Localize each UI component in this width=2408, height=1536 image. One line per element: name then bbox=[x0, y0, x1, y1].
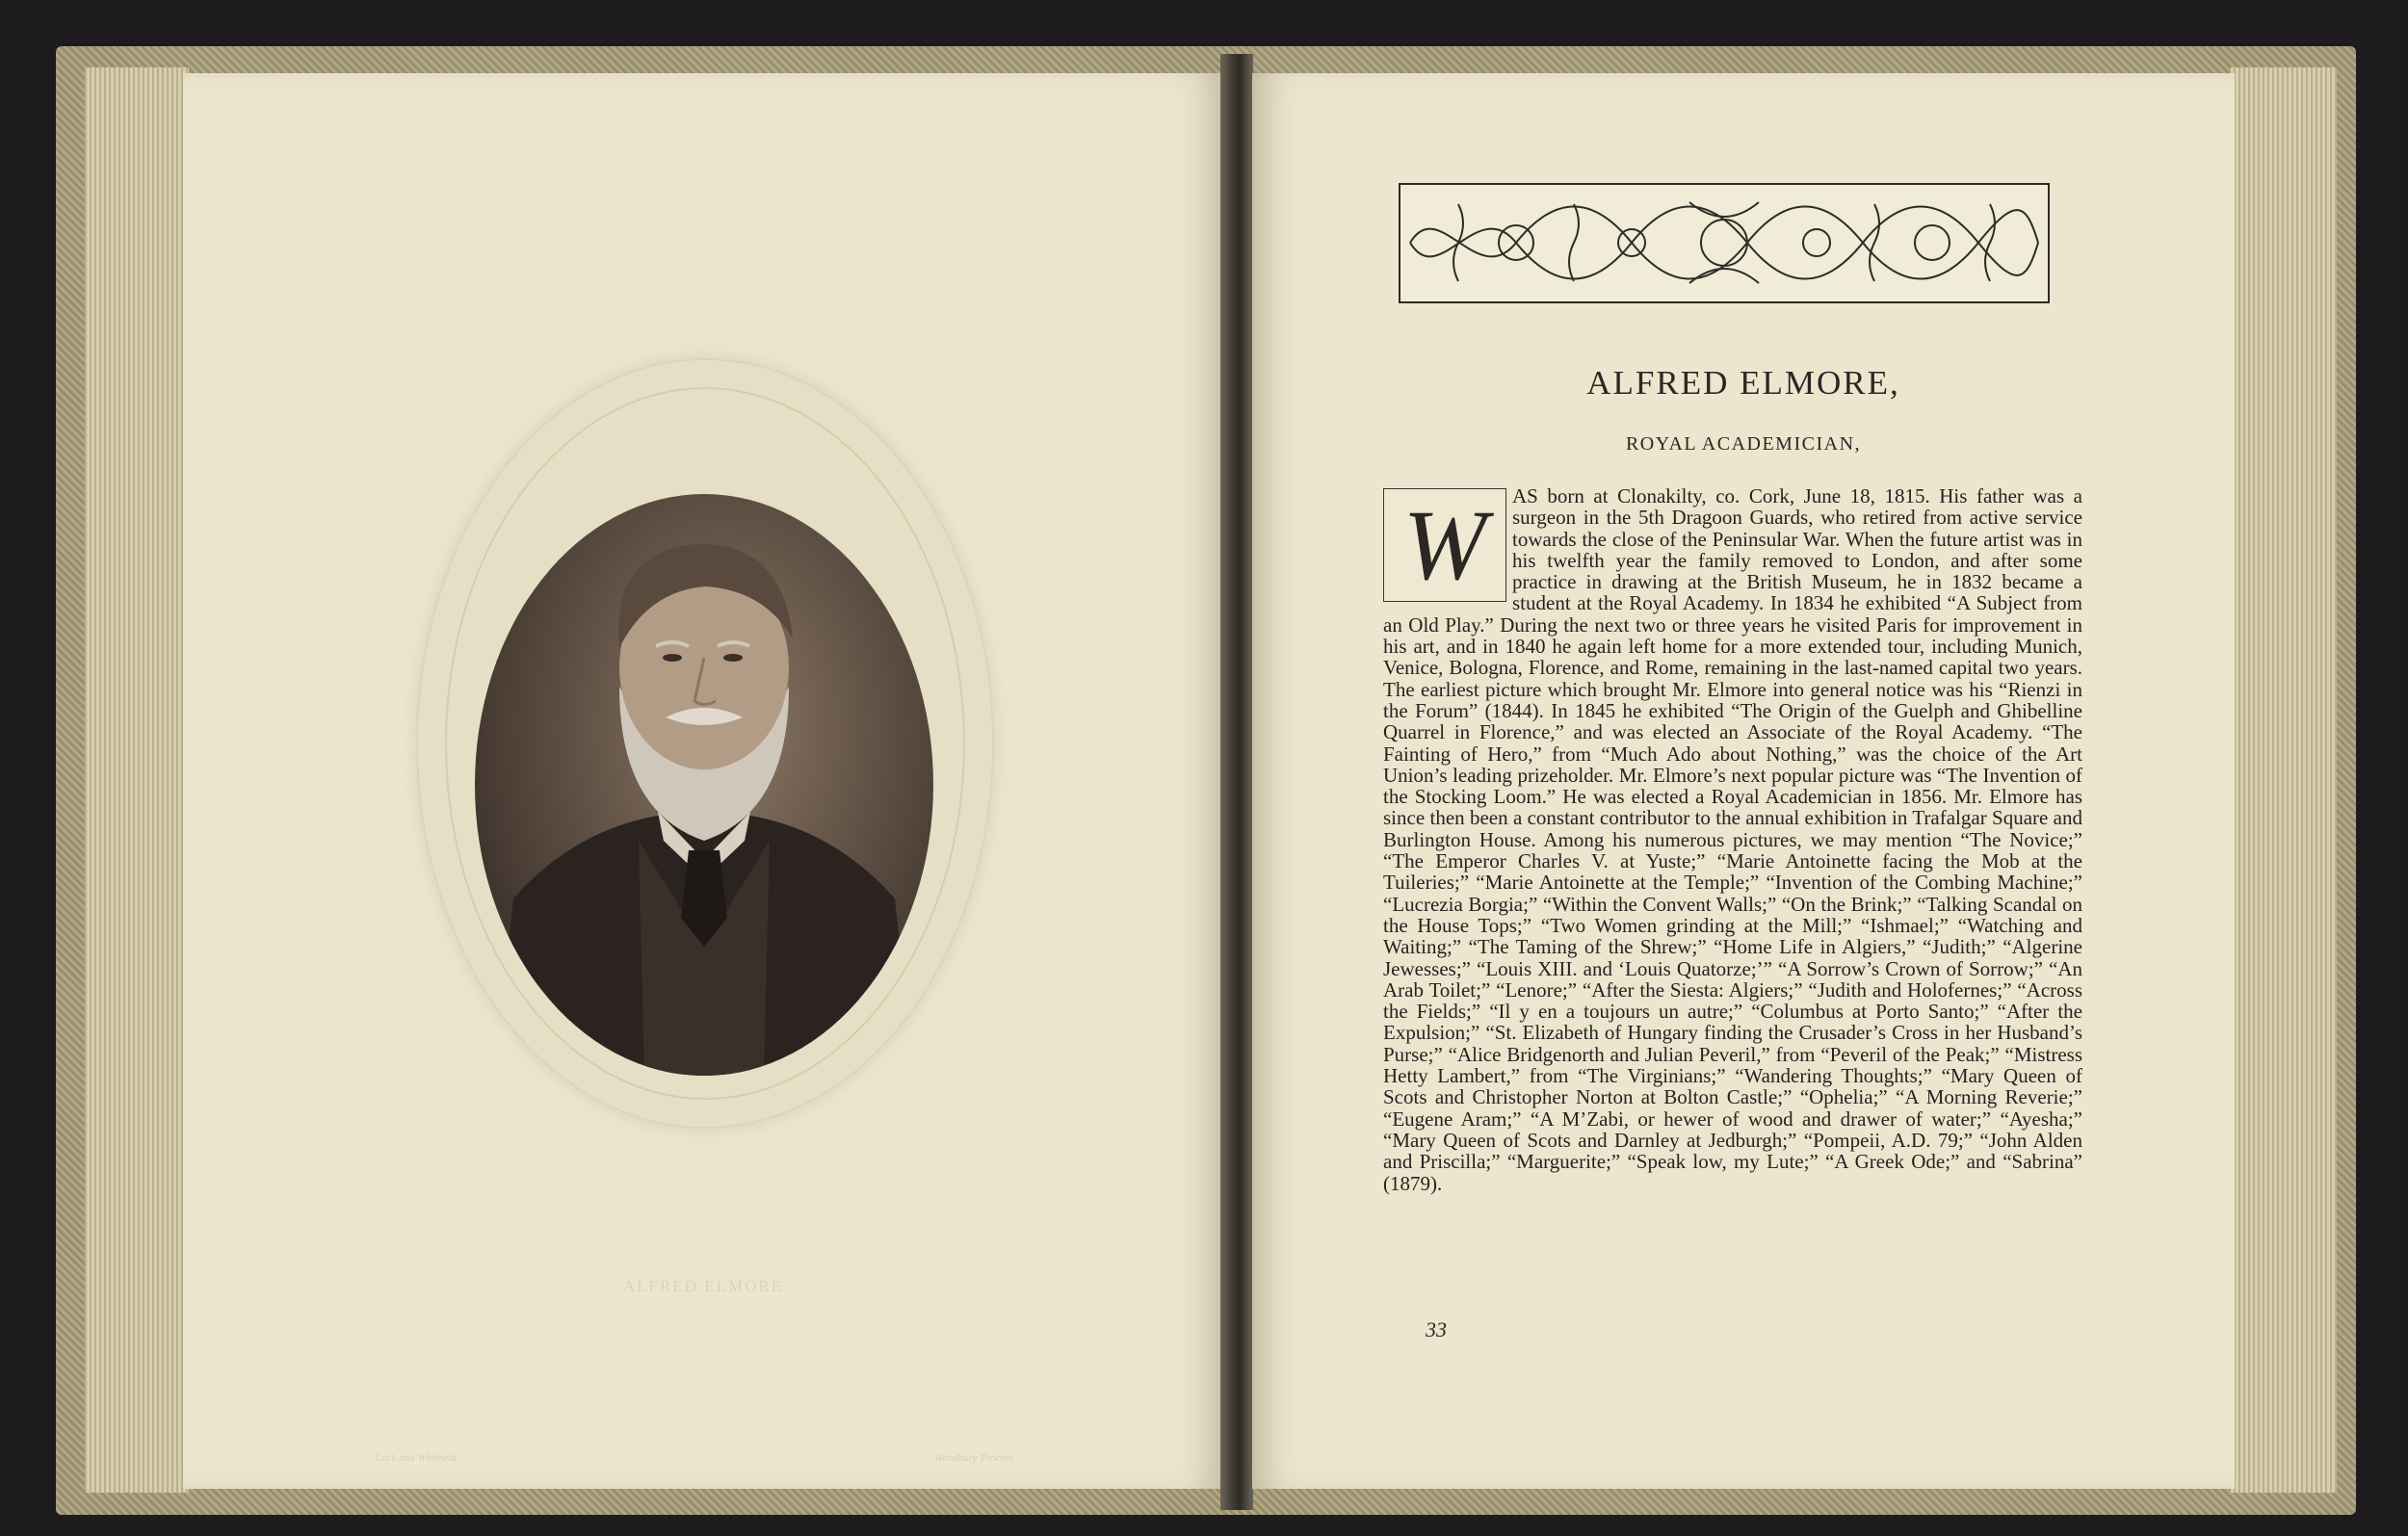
drop-cap-letter: W bbox=[1402, 490, 1487, 601]
drop-cap bbox=[1383, 488, 1506, 602]
article-subtitle: ROYAL ACADEMICIAN, bbox=[1625, 433, 1862, 455]
ornamental-headpiece bbox=[1399, 183, 2050, 303]
photographer-credit: Lock and Whitfield bbox=[376, 1452, 457, 1464]
portrait-photo bbox=[475, 494, 933, 1076]
left-page bbox=[183, 73, 1223, 1489]
article-body bbox=[1383, 485, 2082, 1194]
book-gutter bbox=[1220, 54, 1253, 1510]
ornament-icon bbox=[1400, 185, 2048, 301]
page-edges-right bbox=[2231, 67, 2337, 1493]
article-text: AS born at Clonakilty, co. Cork, June 18, 1815. His father was a surgeon in the 5th Dragoon Guards, who retired from active service towards the close of the Peninsular War. When the future artist was in his twelfth year the family removed to London, and after some practice in drawing at the British Museum, he in 1832 became a student at the Royal Academy. In 1834 he exhibited “A Subject from an Old Play.” During the next two or three years he visited Paris for improvement in his art, and in 1840 he again left home for a more extended tour, including Munich, Venice, Bologna, Florence, and Rome, remaining in the last-named capital two years. The earliest picture which brought Mr. Elmore into general notice was his “Rienzi in the Forum” (1844). In 1845 he exhibited “The Origin of the Guelph and Ghibelline Quarrel in Florence,” and was elected an Associate of the Royal Academy. “The Fainting of Hero,” from “Much Ado about Nothing,” was the choice of the Art Union’s leading prizeholder. Mr. Elmore’s next popular picture was “The Invention of the Stocking Loom.” He was elected a Royal Academician in 1856. Mr. Elmore has since then been a constant contributor to the annual exhibition in Trafalgar Square and Burlington House. Among his numerous pictures, we may mention “The Novice;” “The Emperor Charles V. at Yuste;” “Marie Antoinette facing the Mob at the Tuileries;” “Marie Antoinette at the Temple;” “Invention of the Combing Machine;” “Lucrezia Borgia;” “Within the Convent Walls;” “On the Brink;” “Talking Scandal on the House Tops;” “Two Women grinding at the Mill;” “Ishmael;” “Watching and Waiting;” “The Taming of the Shrew;” “Home Life in Algiers,” “Judith;” “Algerine Jewesses;” “Louis XIII. and ‘Louis Quatorze;’” “A Sorrow’s Crown of Sorrow;” “An Arab Toilet;” “Lenore;” “After the Siesta: Algiers;” “Judith and Holofernes;” “Across the Fields;” “Il y en a toujours un autre;” “Columbus at Porto Santo;” “After the Expulsion;” “St. Elizabeth of Hungary finding the Crusader’s Cross in her Husband’s Purse;” “Alice Bridgenorth and Julian Peveril,” from “Peveril of the Peak;” “Mistress Hetty Lambert,” from “The Virginians;” “Wandering Thoughts;” “Mary Queen of Scots and Christopher Norton at Bolton Castle;” “Ophelia;” “A Morning Reverie;” “Eugene Aram;” “A M’Zabi, or hewer of wood and drawer of water;” “Ayesha;” “Mary Queen of Scots and Darnley at Jedburgh;” “Pompeii, A.D. 79;” “John Alden and Priscilla;” “Marguerite;” “Speak low, my Lute;” “A Greek Ode;” and “Sabrina” (1879). bbox=[1383, 484, 2082, 1195]
portrait-figure bbox=[475, 494, 933, 1076]
plate-caption: ALFRED ELMORE bbox=[622, 1277, 784, 1295]
article-title: ALFRED ELMORE, bbox=[1586, 364, 1900, 402]
page-number: 33 bbox=[1426, 1317, 1447, 1341]
page-edges-left bbox=[85, 67, 189, 1493]
process-credit: Woodbury Process bbox=[934, 1452, 1013, 1464]
